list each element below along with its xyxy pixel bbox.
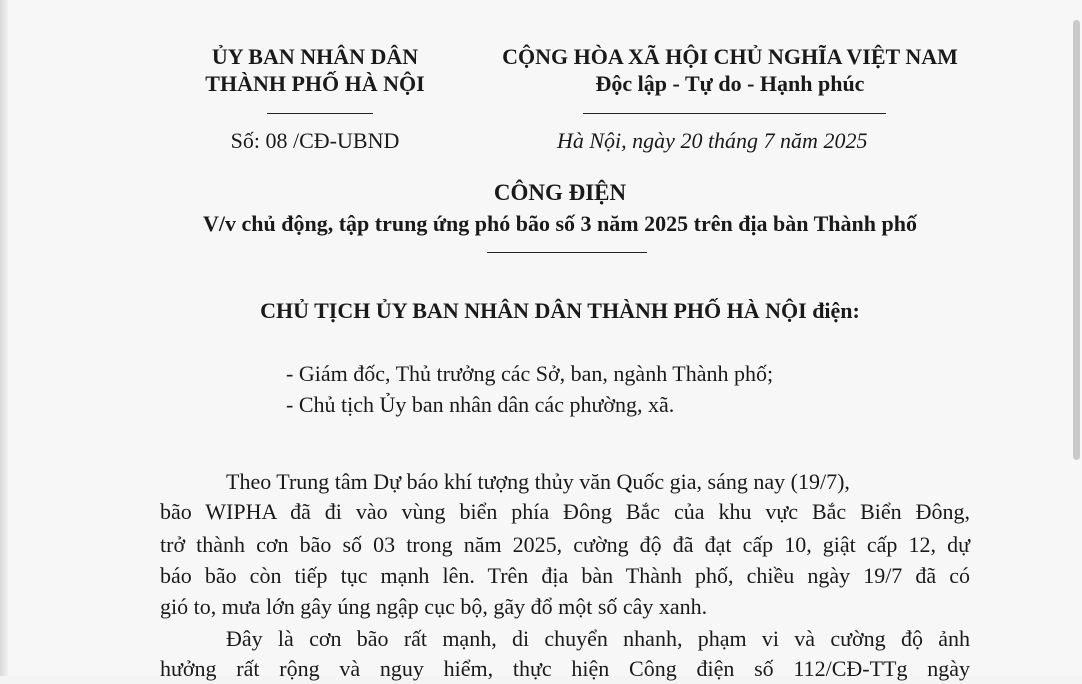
org-underline bbox=[267, 113, 373, 114]
org-name-line2: THÀNH PHỐ HÀ NỘI bbox=[205, 71, 425, 96]
body-p1-line: trở thành cơn bão số 03 trong năm 2025, cường độ đã đạt cấp 10, giật cấp 12, dự bbox=[160, 532, 970, 557]
org-name-line1: ỦY BAN NHÂN DÂN bbox=[211, 44, 419, 69]
doc-number: Số: 08 /CĐ-UBND bbox=[230, 128, 400, 153]
body-p2-line: Đây là cơn bão rất mạnh, di chuyển nhanh, phạm vi và cường độ ảnh bbox=[226, 626, 970, 651]
nation-motto: Độc lập - Tự do - Hạnh phúc bbox=[595, 71, 865, 96]
document-subject: V/v chủ động, tập trung ứng phó bão số 3 năm 2025 trên địa bàn Thành phố bbox=[203, 211, 917, 236]
vertical-scrollbar[interactable] bbox=[1073, 20, 1080, 460]
date-line: Hà Nội, ngày 20 tháng 7 năm 2025 bbox=[557, 128, 868, 153]
nation-title: CỘNG HÒA XÃ HỘI CHỦ NGHĨA VIỆT NAM bbox=[502, 44, 958, 69]
body-p2-line: hưởng rất rộng và nguy hiểm, thực hiện Công điện số 112/CĐ-TTg ngày bbox=[160, 656, 970, 681]
body-p1-line: bão WIPHA đã đi vào vùng biển phía Đông Bắc của khu vực Bắc Biển Đông, bbox=[160, 499, 970, 524]
document-type: CÔNG ĐIỆN bbox=[493, 180, 627, 205]
motto-underline bbox=[583, 113, 886, 114]
body-p1-line: báo bão còn tiếp tục mạnh lên. Trên địa bàn Thành phố, chiều ngày 19/7 đã có bbox=[160, 563, 970, 588]
page-edge-shadow bbox=[0, 0, 8, 676]
sender-line: CHỦ TỊCH ỦY BAN NHÂN DÂN THÀNH PHỐ HÀ NỘI điện: bbox=[260, 298, 860, 323]
recipient-item: - Chủ tịch Ủy ban nhân dân các phường, xã. bbox=[286, 392, 675, 417]
body-p1-line: gió to, mưa lớn gây úng ngập cục bộ, gãy đổ một số cây xanh. bbox=[160, 594, 708, 619]
body-p1-line: Theo Trung tâm Dự báo khí tượng thủy văn Quốc gia, sáng nay (19/7), bbox=[226, 469, 850, 494]
subject-underline bbox=[487, 252, 647, 253]
recipient-item: - Giám đốc, Thủ trưởng các Sở, ban, ngành Thành phố; bbox=[286, 361, 774, 386]
